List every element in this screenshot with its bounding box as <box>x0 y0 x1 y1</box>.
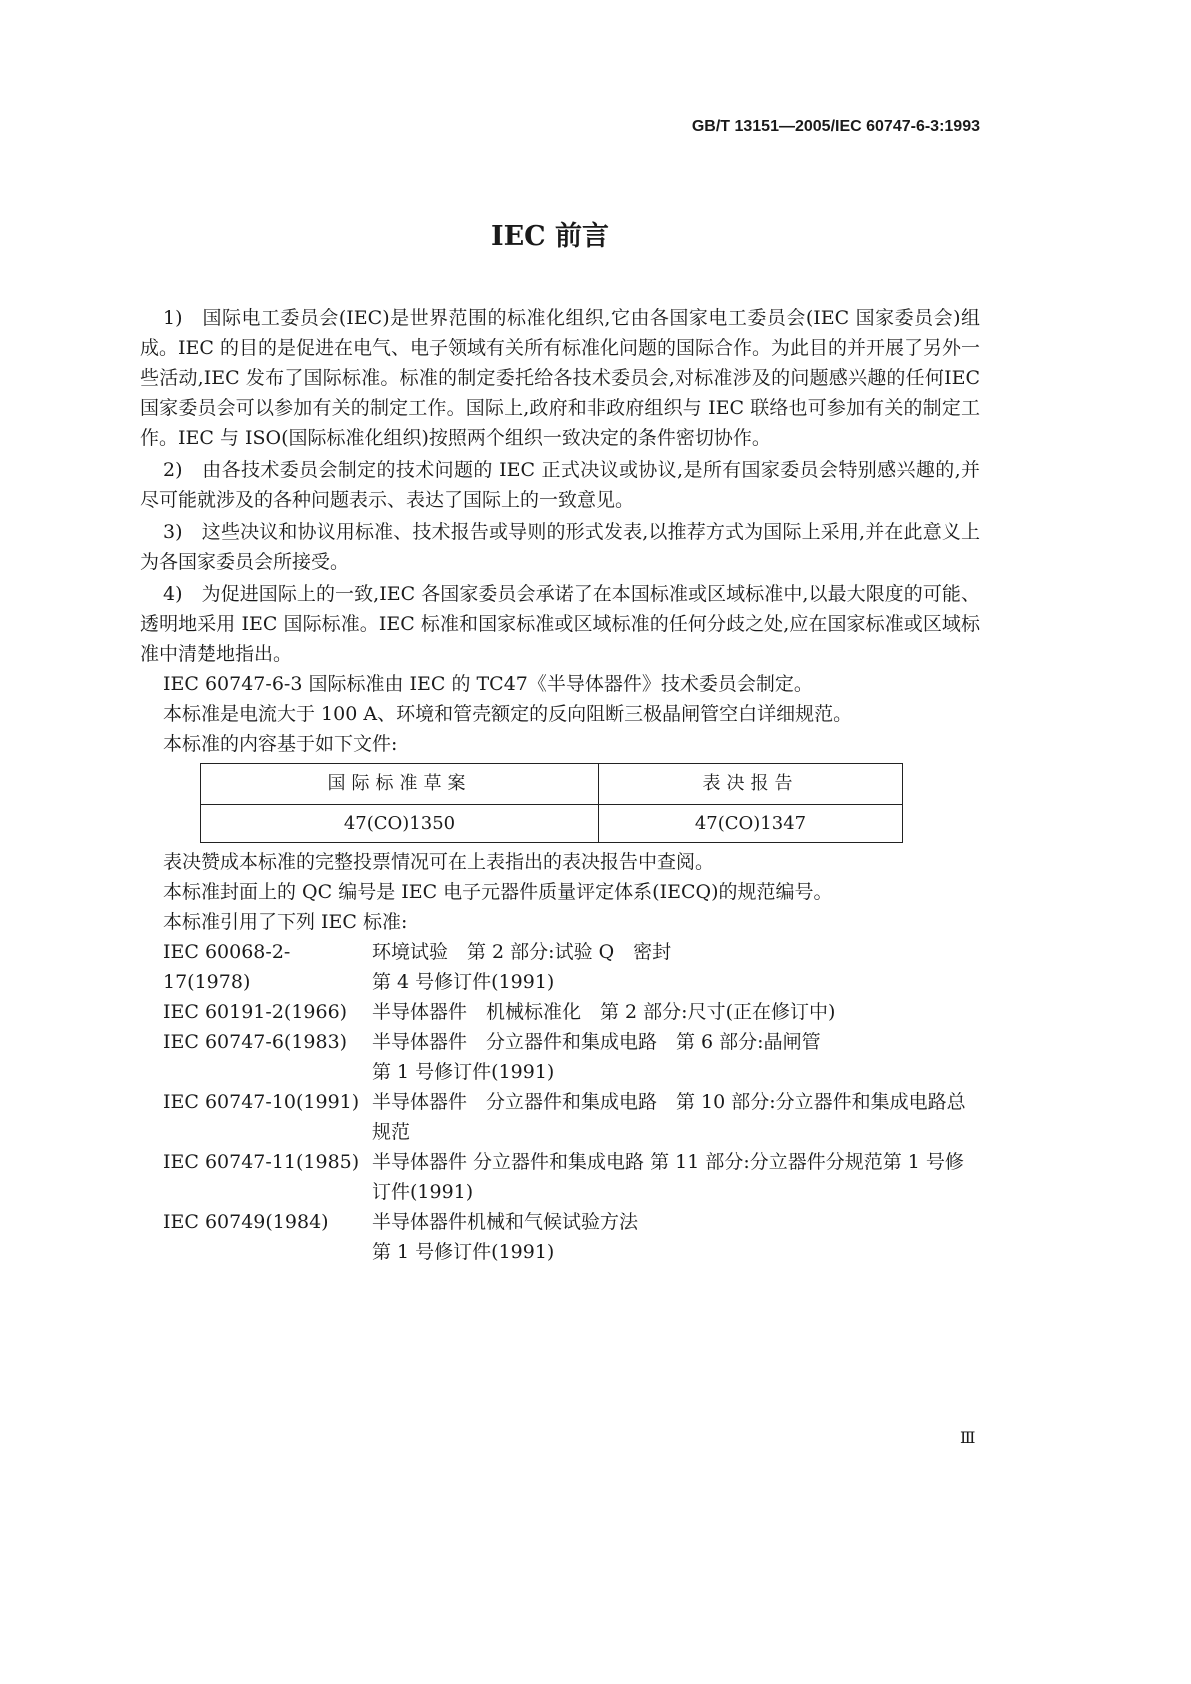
paragraph: IEC 60747-6-3 国际标准由 IEC 的 TC47《半导体器件》技术委员会制定。 <box>163 673 813 695</box>
reference-item <box>163 1087 980 1147</box>
reference-line: 半导体器件 机械标准化 第 2 部分:尺寸(正在修订中) <box>372 1001 836 1023</box>
voting-table <box>200 763 903 843</box>
table-cell: 47(CO)1347 <box>598 805 902 843</box>
reference-item <box>163 1147 980 1207</box>
reference-line: 半导体器件机械和气候试验方法 <box>372 1211 639 1233</box>
reference-item <box>163 1207 980 1267</box>
reference-line: 半导体器件 分立器件和集成电路 第 10 部分:分立器件和集成电路总规范 <box>372 1091 966 1143</box>
reference-title <box>372 1147 980 1207</box>
table-header: 国际标准草案 <box>201 764 599 805</box>
reference-id: IEC 60191-2(1966) <box>163 1001 348 1023</box>
reference-title <box>372 937 980 997</box>
table-cell: 47(CO)1350 <box>201 805 599 843</box>
reference-list <box>163 937 980 1267</box>
reference-id: IEC 60749(1984) <box>163 1211 329 1233</box>
reference-title <box>372 1207 980 1267</box>
reference-id: IEC 60068-2-17(1978) <box>163 941 291 993</box>
reference-item <box>163 937 980 997</box>
paragraph: 本标准是电流大于 100 A、环境和管壳额定的反向阻断三极晶闸管空白详细规范。 <box>163 703 853 725</box>
document-header: GB/T 13151—2005/IEC 60747-6-3:1993 <box>691 118 980 135</box>
paragraph: 1) 国际电工委员会(IEC)是世界范围的标准化组织,它由各国家电工委员会(IEC 国家委员会)组成。IEC 的目的是促进在电气、电子领域有关所有标准化问题的国际合作。为此目的并开展了另外一些活动,IEC 发布了国际标准。标准的制定委托给各技术委员会,对标准涉及的问题感兴趣的任何IEC 国家委员会可以参加有关的制定工作。国际上,政府和非政府组织与 IEC 联络也可参加有关的制定工作。IEC 与 ISO(国际标准化组织)按照两个组织一致决定的条件密切协作。 <box>140 307 980 449</box>
reference-line: 第 4 号修订件(1991) <box>372 971 555 993</box>
paragraph: 本标准封面上的 QC 编号是 IEC 电子元器件质量评定体系(IECQ)的规范编号。 <box>163 881 833 903</box>
page-number: Ⅲ <box>960 1428 976 1447</box>
reference-id: IEC 60747-6(1983) <box>163 1031 348 1053</box>
paragraph: 本标准引用了下列 IEC 标准: <box>163 911 408 933</box>
paragraph: 表决赞成本标准的完整投票情况可在上表指出的表决报告中查阅。 <box>163 851 715 873</box>
reference-id: IEC 60747-11(1985) <box>163 1151 360 1173</box>
page-title: IEC 前言 <box>490 221 610 252</box>
table-header: 表决报告 <box>598 764 902 805</box>
reference-line: 半导体器件 分立器件和集成电路 第 11 部分:分立器件分规范第 1 号修订件(1991) <box>372 1151 964 1203</box>
paragraph: 本标准的内容基于如下文件: <box>163 733 398 755</box>
document-body <box>140 303 980 1267</box>
table-row <box>201 805 903 843</box>
reference-title <box>372 1027 980 1087</box>
reference-line: 半导体器件 分立器件和集成电路 第 6 部分:晶闸管 <box>372 1031 821 1053</box>
reference-id: IEC 60747-10(1991) <box>163 1091 360 1113</box>
paragraph: 2) 由各技术委员会制定的技术问题的 IEC 正式决议或协议,是所有国家委员会特别感兴趣的,并尽可能就涉及的各种问题表示、表达了国际上的一致意见。 <box>140 459 980 511</box>
reference-title <box>372 997 980 1027</box>
reference-item <box>163 1027 980 1087</box>
paragraph: 4) 为促进国际上的一致,IEC 各国家委员会承诺了在本国标准或区域标准中,以最大限度的可能、透明地采用 IEC 国际标准。IEC 标准和国家标准或区域标准的任何分歧之处,应在国家标准或区域标准中清楚地指出。 <box>140 583 980 665</box>
reference-line: 第 1 号修订件(1991) <box>372 1241 555 1263</box>
reference-line: 环境试验 第 2 部分:试验 Q 密封 <box>372 941 672 963</box>
reference-item <box>163 997 980 1027</box>
reference-title <box>372 1087 980 1147</box>
paragraph: 3) 这些决议和协议用标准、技术报告或导则的形式发表,以推荐方式为国际上采用,并在此意义上为各国家委员会所接受。 <box>140 521 980 573</box>
reference-line: 第 1 号修订件(1991) <box>372 1061 555 1083</box>
